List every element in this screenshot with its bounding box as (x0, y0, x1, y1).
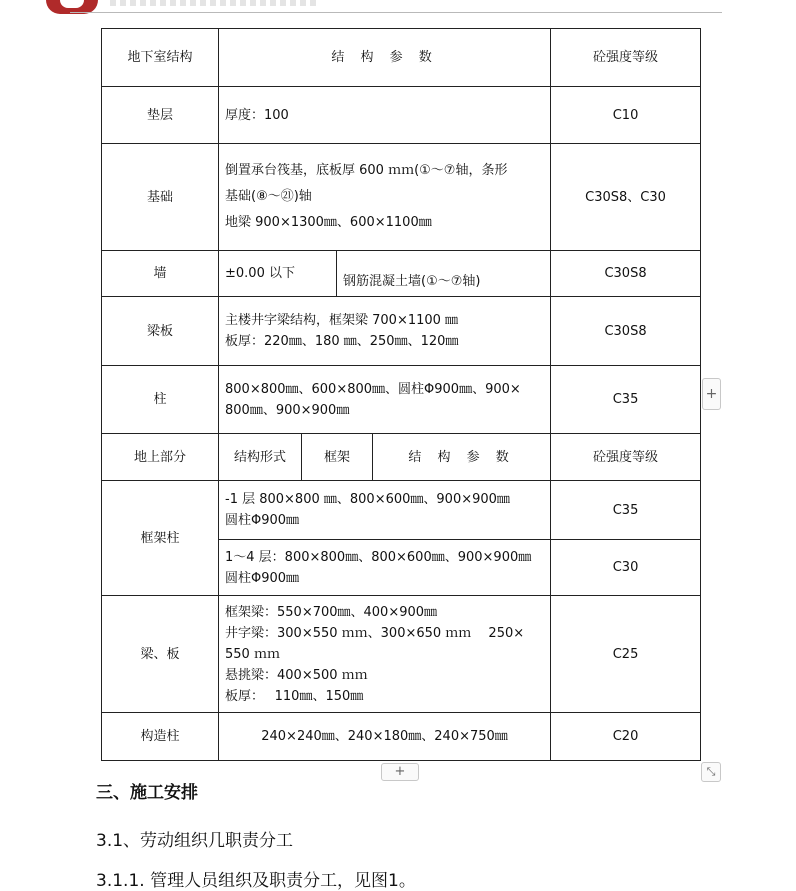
param-line: 井字梁：300×550 ｍｍ、300×650 ｍｍ 250× (225, 625, 525, 641)
row-grade: C35 (551, 366, 701, 434)
header-concrete-grade: 砼强度等级 (551, 434, 701, 481)
row-params (219, 540, 551, 596)
table-row (102, 251, 701, 297)
header-above-ground: 地上部分 (102, 434, 219, 481)
header-basement-structure: 地下室结构 (102, 29, 219, 87)
structure-table (101, 28, 701, 761)
basement-header-row (102, 29, 701, 87)
row-grade: C30 (551, 540, 701, 596)
param-line: 1～4 层：800×800㎜、800×600㎜、900×900㎜ (225, 549, 532, 565)
param-line: 800×800㎜、600×800㎜、圆柱Φ900㎜、900× (225, 381, 521, 397)
row-grade: C35 (551, 481, 701, 540)
row-label: 梁、板 (102, 596, 219, 713)
row-grade: C30S8 (551, 251, 701, 297)
row-label: 构造柱 (102, 713, 219, 761)
row-grade: C30S8、C30 (551, 144, 701, 251)
section-heading: 三、施工安排 (96, 783, 198, 803)
row-grade: C25 (551, 596, 701, 713)
header-frame: 框架 (302, 434, 373, 481)
row-label: 基础 (102, 144, 219, 251)
table-row (102, 596, 701, 713)
row-label: 柱 (102, 366, 219, 434)
row-label: 梁板 (102, 297, 219, 366)
row-grade: C20 (551, 713, 701, 761)
page-header (0, 0, 796, 28)
add-column-button[interactable]: + (702, 378, 721, 410)
row-grade: C10 (551, 87, 701, 144)
header-structure-params: 结 构 参 数 (219, 29, 551, 87)
row-label: 墙 (102, 251, 219, 297)
row-params-right: 钢筋混凝土墙(①～⑦轴) (337, 251, 551, 297)
param-line: 倒置承台筏基，底板厚 600 ｍｍ(①～⑦轴，条形 (225, 163, 508, 178)
row-params (219, 297, 551, 366)
table-row (102, 481, 701, 540)
add-row-button[interactable]: + (381, 763, 419, 781)
param-line: 板厚：220㎜、180 ㎜、250㎜、120㎜ (225, 334, 459, 349)
row-params-left: ±0.00 以下 (219, 251, 337, 297)
param-line: 主楼井字梁结构，框架梁 700×1100 ㎜ (225, 313, 459, 328)
header-structure-params: 结 构 参 数 (373, 434, 551, 481)
row-label: 垫层 (102, 87, 219, 144)
row-params (219, 144, 551, 251)
header-text (110, 0, 320, 6)
param-line: 基础(⑧～㉑)轴 (225, 189, 312, 204)
header-structure-form: 结构形式 (219, 434, 302, 481)
row-params (219, 596, 551, 713)
table-row (102, 144, 701, 251)
resize-table-icon[interactable]: ⤡ (701, 762, 721, 782)
row-params: 厚度：100 (219, 87, 551, 144)
table-row (102, 366, 701, 434)
table-row (102, 87, 701, 144)
row-params (219, 366, 551, 434)
param-line: 悬挑梁：400×500 ｍｍ (225, 667, 368, 683)
param-line: -1 层 800×800 ㎜、800×600㎜、900×900㎜ (225, 492, 510, 507)
param-line: 800㎜、900×900㎜ (225, 402, 350, 418)
row-label: 框架柱 (102, 481, 219, 596)
param-line: 550 ｍｍ (225, 646, 280, 662)
param-line: 框架梁：550×700㎜、400×900㎜ (225, 604, 438, 620)
above-header-row (102, 434, 701, 481)
param-line: 圆柱Φ900㎜ (225, 570, 300, 586)
header-concrete-grade: 砼强度等级 (551, 29, 701, 87)
header-rule (70, 12, 722, 13)
param-line: 板厚： 110㎜、150㎜ (225, 688, 364, 704)
row-params (219, 481, 551, 540)
param-line: 地梁 900×1300㎜、600×1100㎜ (225, 215, 432, 230)
subsection-heading: 3.1、劳动组织几职责分工 (96, 831, 294, 851)
table-row (102, 297, 701, 366)
table-row (102, 713, 701, 761)
param-line: 圆柱Φ900㎜ (225, 513, 300, 528)
subsubsection-heading: 3.1.1. 管理人员组织及职责分工，见图1。 (96, 871, 416, 891)
row-grade: C30S8 (551, 297, 701, 366)
row-params: 240×240㎜、240×180㎜、240×750㎜ (219, 713, 551, 761)
